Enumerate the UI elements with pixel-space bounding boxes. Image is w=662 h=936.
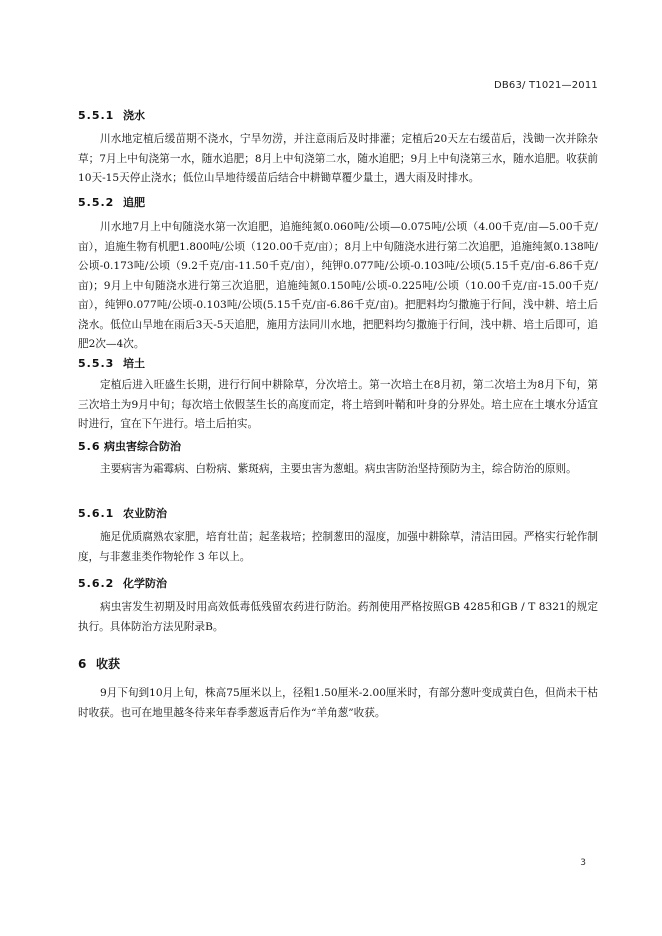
section-title: 化学防治 [123,577,167,590]
paragraph-pest-control: 主要病害为霜霉病、白粉病、紫斑病，主要虫害为葱蛆。病虫害防治坚持预防为主，综合防治的原则。 [100,463,577,475]
section-heading-5-6-1 [78,505,167,521]
paragraph-chemical-control: 病虫害发生初期及时用高效低毒低残留农药进行防治。药剂使用严格按照GB 4285和GB / T 8321的规定执行。具体防治方法见附录B。 [78,601,598,633]
section-title: 病虫害综合防治 [104,440,181,453]
section-number: 6 [78,657,87,671]
section-heading-5-5-1 [78,107,145,123]
section-number: 5.6.1 [78,507,115,520]
section-heading-5-5-2 [78,194,145,210]
section-title: 培土 [123,357,145,370]
paragraph-fertilizing: 川水地7月上中旬随浇水第一次追肥，追施纯氮0.060吨/公顷—0.075吨/公顷（4.00千克/亩—5.00千克/亩），追施生物有机肥1.800吨/公顷（120.00千克/亩）；8月上中旬随浇水进行第二次追肥，追施纯氮0.138吨/公顷-0.173吨/公顷（9.2千克/亩-11.50千克/亩），纯钾0.077吨/公顷-0.103吨/公顷(5.15千克/亩-6.86千克/亩)；9月上中旬随浇水进行第三次追肥，追施纯氮0.150吨/公顷-0.225吨/公顷（10.00千克/亩-15.00千克/亩），纯钾0.077吨/公顷-0.103吨/公顷(5.15千克/亩-6.86千克/亩)。把肥料均匀撒施于行间，浅中耕、培土后浇水。低位山旱地在雨后3天-5天追肥，施用方法同川水地，把肥料均匀撒施于行间，浅中耕、培土后即可，追肥2次—4次。 [78,221,598,350]
paragraph-harvest: 9月下旬到10月上旬，株高75厘米以上，径粗1.50厘米-2.00厘米时，有部分葱叶变成黄白色，但尚未干枯时收获。也可在地里越冬待来年春季葱返青后作为“羊角葱”收获。 [78,687,598,719]
section-number: 5.5.1 [78,109,115,122]
paragraph-agricultural-control: 施足优质腐熟农家肥，培育壮苗；起垄栽培；控制葱田的湿度，加强中耕除草，清洁田园。严格实行轮作制度，与非葱韭类作物轮作 3 年以上。 [78,531,598,563]
section-title: 浇水 [123,109,145,122]
paragraph-watering: 川水地定植后缓苗期不浇水，宁旱勿涝，并注意雨后及时排灌；定植后20天左右缓苗后，浅锄一次并除杂草；7月上中旬浇第一水，随水追肥；8月上中旬浇第二水，随水追肥；9月上中旬浇第三水，随水追肥。收获前10天-15天停止浇水；低位山旱地待缓苗后结合中耕锄草覆少量土，遇大雨及时排水。 [78,133,598,184]
section-number: 5.5.3 [78,357,115,370]
section-heading-5-5-3 [78,355,145,371]
section-heading-6 [78,655,120,672]
section-title: 收获 [96,657,121,671]
section-number: 5.6 [78,440,101,453]
document-code: DB63/ T1021—2011 [493,80,598,91]
section-heading-5-6-2 [78,575,167,591]
section-title: 追肥 [123,196,145,209]
page-number: 3 [580,858,586,868]
section-number: 5.6.2 [78,577,115,590]
section-title: 农业防治 [123,507,167,520]
section-heading-5-6 [78,438,181,454]
section-number: 5.5.2 [78,196,115,209]
paragraph-earthing-up: 定植后进入旺盛生长期，进行行间中耕除草，分次培土。第一次培土在8月初，第二次培土为8月下旬，第三次培土为9月中旬；每次培土依假茎生长的高度而定，将土培到叶鞘和叶身的分界处。培土应在土壤水分适宜时进行，宜在下午进行。培土后拍实。 [78,379,598,430]
